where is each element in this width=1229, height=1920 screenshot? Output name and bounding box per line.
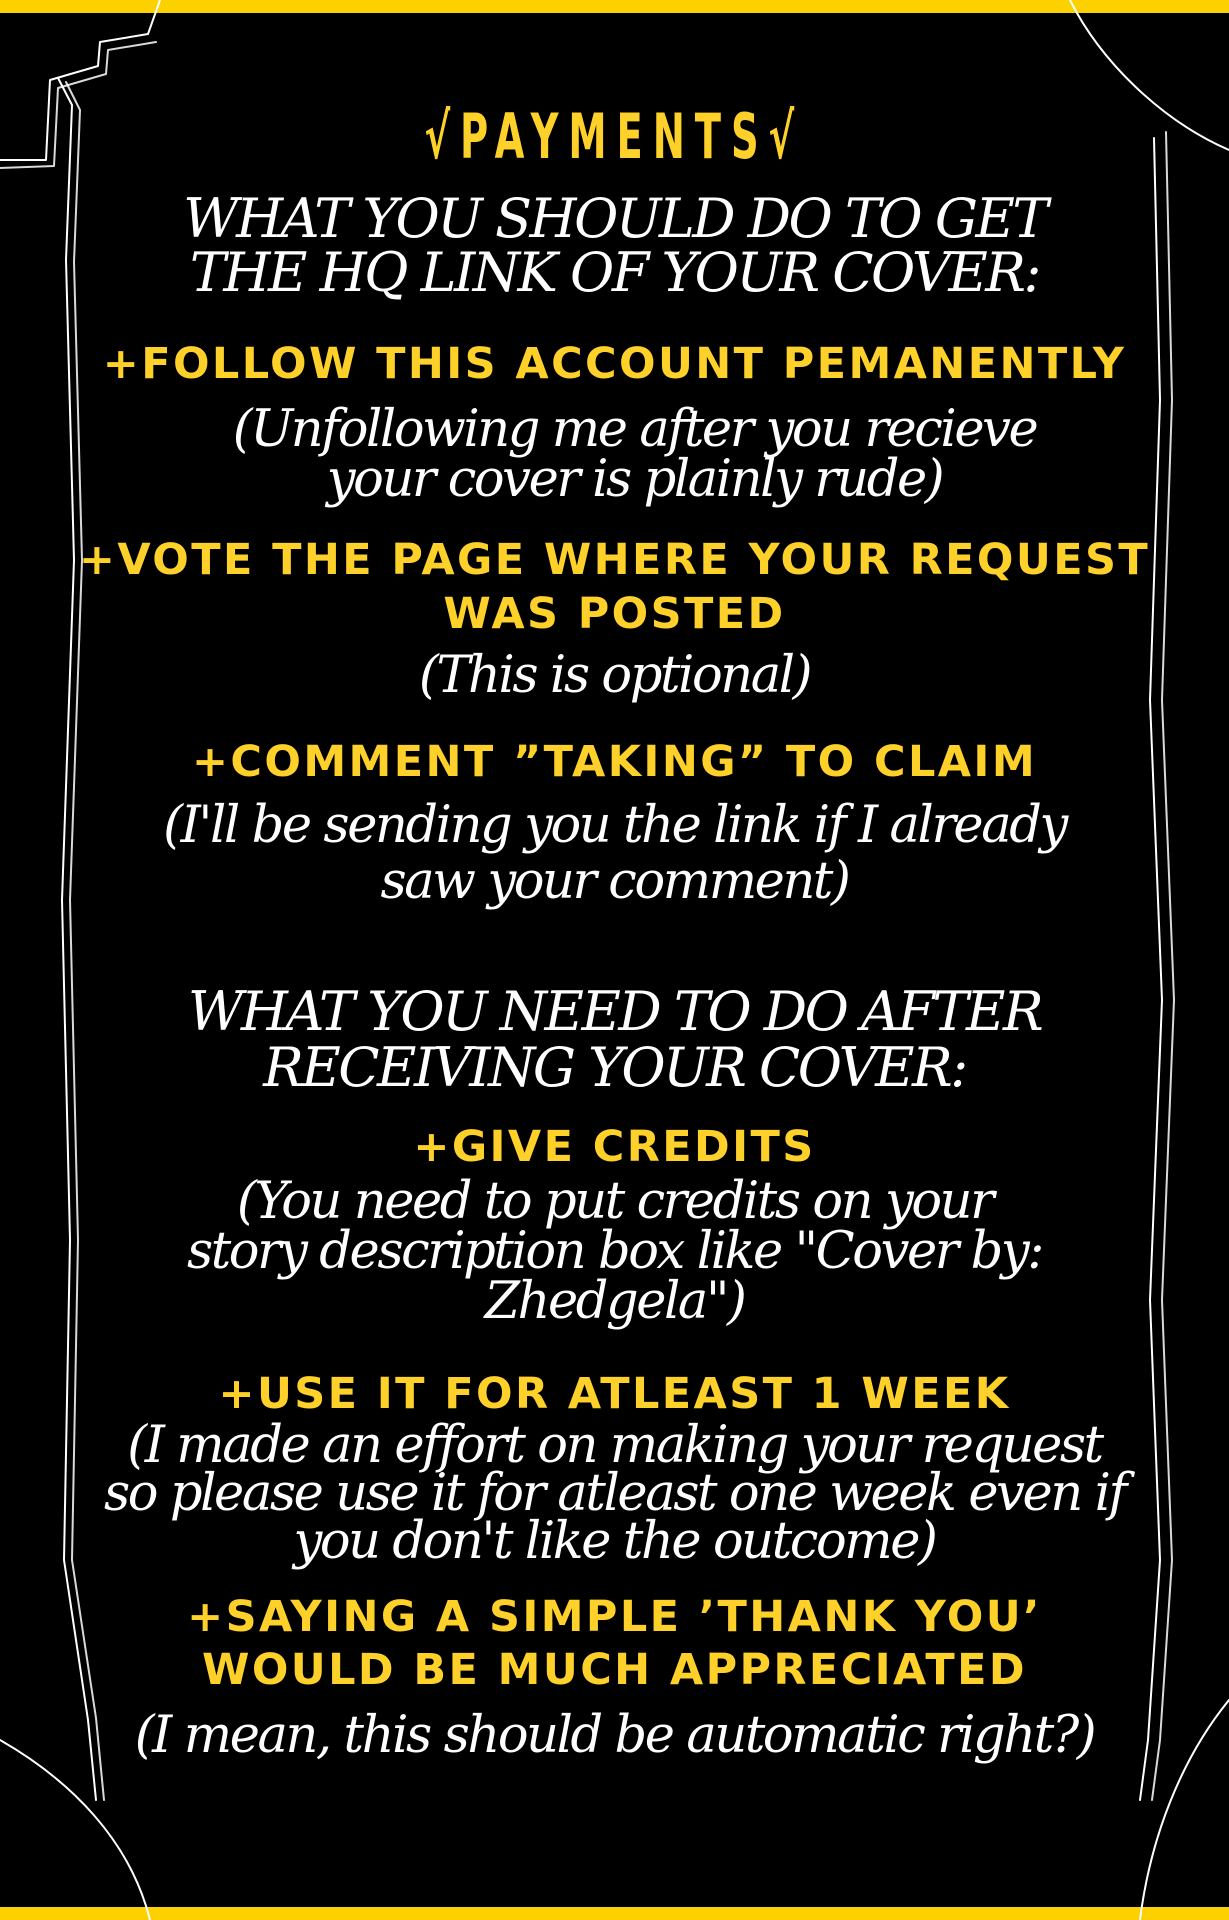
thanks-step-line2: WOULD BE MUCH APPRECIATED	[202, 1645, 1027, 1695]
credits-note-line3: Zhedgela")	[484, 1272, 745, 1331]
vote-step-line1: +VOTE THE PAGE WHERE YOUR REQUEST	[78, 535, 1151, 585]
section1-heading-line2: THE HQ LINK OF YOUR COVER:	[189, 241, 1040, 304]
credits-step: +GIVE CREDITS	[413, 1122, 816, 1172]
credits-note-line2: story description box like "Cover by:	[186, 1222, 1043, 1281]
follow-step: +FOLLOW THIS ACCOUNT PEMANENTLY	[102, 339, 1127, 389]
thanks-step-line1: +SAYING A SIMPLE ’THANK YOU’	[187, 1592, 1042, 1642]
use-note-line2: so please use it for atleast one week even if	[104, 1464, 1125, 1523]
thanks-note: (I mean, this should be automatic right?)	[134, 1706, 1095, 1765]
vote-step-line2: WAS POSTED	[443, 589, 786, 639]
use-note-line1: (I made an effort on making your request	[127, 1416, 1102, 1475]
section2-heading-line2: RECEIVING YOUR COVER:	[263, 1036, 966, 1099]
page-title: √PAYMENTS√	[424, 100, 805, 173]
comment-note-line1: (I'll be sending you the link if I already	[163, 796, 1066, 855]
section1-heading-line1: WHAT YOU SHOULD DO TO GET	[183, 187, 1046, 250]
vote-note: (This is optional)	[418, 646, 811, 705]
section2-heading-line1: WHAT YOU NEED TO DO AFTER	[187, 980, 1042, 1043]
use-step: +USE IT FOR ATLEAST 1 WEEK	[218, 1369, 1011, 1419]
follow-note-line2: your cover is plainly rude)	[326, 450, 943, 509]
follow-note-line1: (Unfollowing me after you recieve	[232, 400, 1037, 459]
use-note-line3: you don't like the outcome)	[293, 1512, 936, 1571]
credits-note-line1: (You need to put credits on your	[236, 1172, 993, 1231]
comment-note-line2: saw your comment)	[380, 852, 849, 911]
comment-step: +COMMENT ”TAKING” TO CLAIM	[191, 737, 1038, 787]
